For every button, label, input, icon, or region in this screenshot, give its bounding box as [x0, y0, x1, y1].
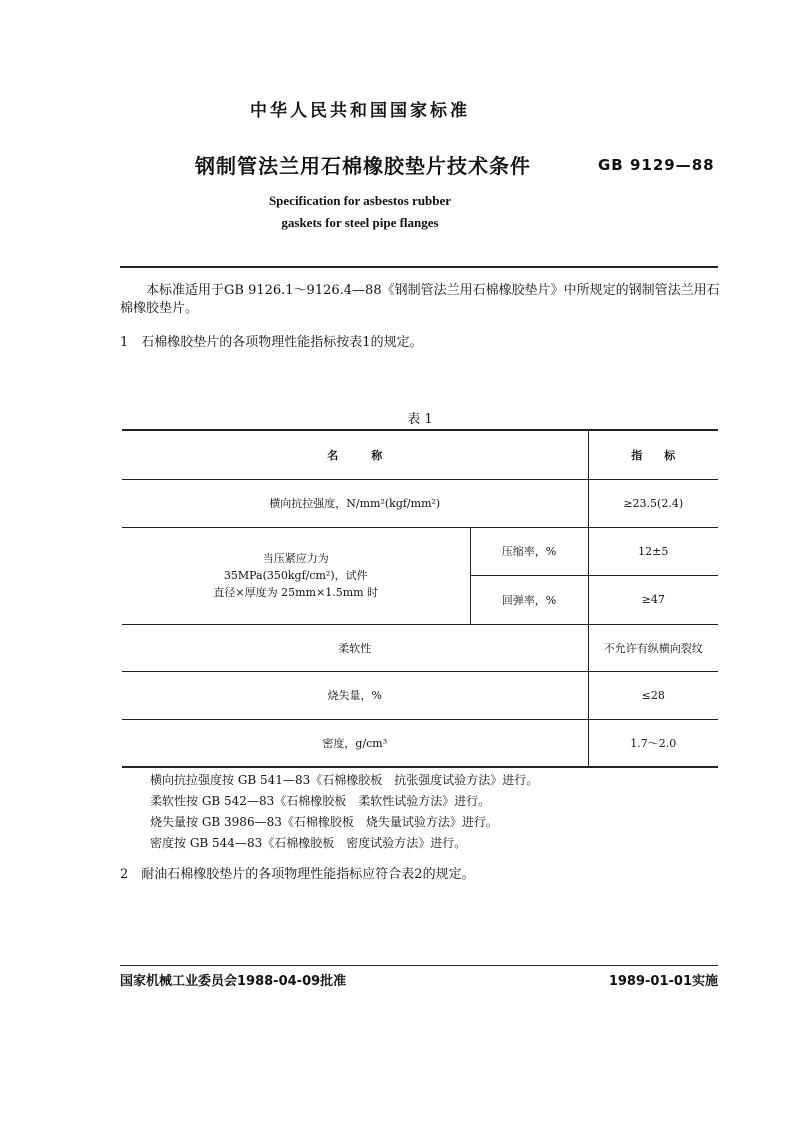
document-title: 钢制管法兰用石棉橡胶垫片技术条件 — [195, 154, 531, 178]
clause-2-text: 耐油石棉橡胶垫片的各项物理性能指标应符合表2的规定。 — [141, 867, 475, 882]
note-ignition-loss: 烧失量按 GB 3986—83《石棉橡胶板 烧失量试验方法》进行。 — [150, 815, 498, 829]
scope-paragraph — [120, 282, 720, 318]
condition-line2: 35MPa(350kgf/cm²)，试件 — [223, 569, 368, 582]
table-notes — [150, 770, 538, 854]
effective-date: 1989-01-01实施 — [608, 974, 718, 989]
row-flexibility-value: 不允许有纵横向裂纹 — [588, 624, 718, 671]
note-density: 密度按 GB 544—83《石棉橡胶板 密度试验方法》进行。 — [150, 836, 467, 850]
english-title-line2: gaskets for steel pipe flanges — [281, 215, 439, 230]
condition-line3: 直径×厚度为 25mm×1.5mm 时 — [213, 586, 379, 599]
table-caption: 表 1 — [407, 412, 433, 427]
row-tensile-value: ≥23.5(2.4) — [588, 479, 718, 527]
approval-line: 国家机械工业委员会1988-04-09批准 — [120, 974, 347, 989]
clause-1-number: 1 — [120, 335, 129, 350]
row-density-name: 密度，g/cm³ — [122, 719, 588, 767]
row-recovery-name: 回弹率，% — [470, 575, 588, 624]
row-tensile-name: 横向抗拉强度，N/mm²(kgf/mm²) — [122, 479, 588, 527]
properties-table — [122, 429, 718, 768]
clause-2-number: 2 — [120, 867, 129, 882]
row-ignition-loss-value: ≤28 — [588, 671, 718, 719]
note-flexibility: 柔软性按 GB 542—83《石棉橡胶板 柔软性试验方法》进行。 — [150, 794, 491, 808]
clause-1-text: 石棉橡胶垫片的各项物理性能指标按表1的规定。 — [141, 335, 423, 350]
note-tensile: 横向抗拉强度按 GB 541—83《石棉橡胶板 抗张强度试验方法》进行。 — [150, 773, 539, 787]
row-compression-value: 12±5 — [588, 527, 718, 575]
header-divider — [120, 266, 718, 268]
standard-code: GB 9129—88 — [598, 156, 715, 174]
clause-2 — [120, 866, 720, 884]
row-ignition-loss-name: 烧失量，% — [122, 671, 588, 719]
row-condition-cell — [122, 527, 470, 624]
national-standard-heading: 中华人民共和国国家标准 — [250, 101, 470, 121]
english-title-line1: Specification for asbestos rubber — [268, 193, 452, 208]
condition-line1: 当压紧应力为 — [262, 552, 329, 565]
header-value-cell: 指 标 — [588, 430, 718, 479]
footer-divider — [120, 965, 718, 966]
clause-1 — [120, 334, 720, 352]
scope-text: 本标准适用于GB 9126.1～9126.4—88《钢制管法兰用石棉橡胶垫片》中所规定的钢制管法兰用石棉橡胶垫片。 — [120, 283, 720, 316]
row-recovery-value: ≥47 — [588, 575, 718, 624]
row-flexibility-name: 柔软性 — [122, 624, 588, 671]
header-name-cell: 名 称 — [122, 430, 588, 479]
row-compression-name: 压缩率，% — [470, 527, 588, 575]
row-density-value: 1.7～2.0 — [588, 719, 718, 767]
